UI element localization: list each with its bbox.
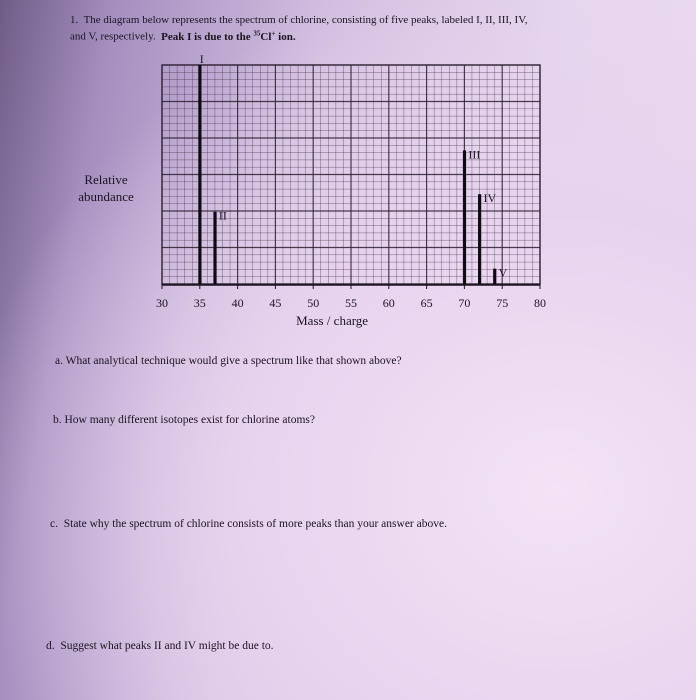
- question-number: 1.: [70, 14, 79, 26]
- sub-question-text: How many different isotopes exist for chlorine atoms?: [64, 414, 315, 426]
- y-axis-label-line-2: abundance: [78, 189, 134, 204]
- isotope-mass: 35: [253, 29, 261, 37]
- sub-question-b: [53, 414, 315, 426]
- sub-question-letter: b.: [53, 414, 62, 426]
- sub-question-text: Suggest what peaks II and IV might be due to.: [60, 640, 274, 652]
- ion-charge: +: [271, 29, 276, 37]
- question-intro: [70, 14, 528, 44]
- y-axis-label: [70, 171, 142, 205]
- ion-suffix: ion.: [275, 30, 296, 43]
- x-tick-label: 45: [269, 296, 282, 310]
- peak-label-iii: III: [468, 147, 481, 162]
- ion-symbol: Cl: [260, 30, 272, 43]
- x-tick-label: 40: [231, 296, 244, 310]
- x-tick-label: 35: [193, 296, 206, 310]
- sub-question-letter: d.: [46, 640, 55, 652]
- peak-bar-i: [198, 65, 201, 284]
- peak-bar-v: [493, 269, 496, 284]
- question-line-1: [70, 14, 528, 27]
- sub-question-c: [50, 518, 447, 530]
- x-axis-label: Mass / charge: [296, 313, 369, 328]
- peak-i-statement: Peak I is due to the: [161, 30, 254, 43]
- question-line-2: [70, 27, 528, 44]
- x-tick-label: 60: [382, 296, 395, 310]
- question-text-1: The diagram below represents the spectrum of chlorine, consisting of five peaks, labeled I, II, III, IV,: [83, 14, 528, 26]
- x-tick-label: 50: [307, 296, 320, 310]
- question-text-2: and V, respectively.: [70, 30, 156, 43]
- peak-label-i: I: [199, 52, 204, 66]
- peak-bar-ii: [213, 212, 216, 284]
- peak-bar-iv: [478, 194, 481, 284]
- y-axis-label-line-1: Relative: [84, 172, 128, 187]
- peak-label-iv: IV: [483, 191, 497, 206]
- sub-question-text: State why the spectrum of chlorine consists of more peaks than your answer above.: [63, 518, 447, 530]
- x-tick-label: 80: [534, 296, 546, 310]
- mass-spectrum-chart: [150, 52, 560, 342]
- sub-question-letter: a.: [55, 355, 63, 367]
- peak-label-ii: II: [218, 208, 227, 223]
- sub-question-text: What analytical technique would give a spectrum like that shown above?: [65, 355, 402, 367]
- x-tick-label: 70: [458, 296, 471, 310]
- sub-question-d: [46, 640, 274, 652]
- peak-label-v: V: [498, 265, 508, 280]
- sub-question-letter: c.: [50, 518, 58, 530]
- x-tick-label: 75: [496, 296, 509, 310]
- x-tick-label: 55: [345, 296, 357, 310]
- sub-question-a: [55, 355, 402, 367]
- x-tick-label: 30: [156, 296, 168, 310]
- x-tick-label: 65: [420, 296, 433, 310]
- peak-bar-iii: [463, 150, 466, 284]
